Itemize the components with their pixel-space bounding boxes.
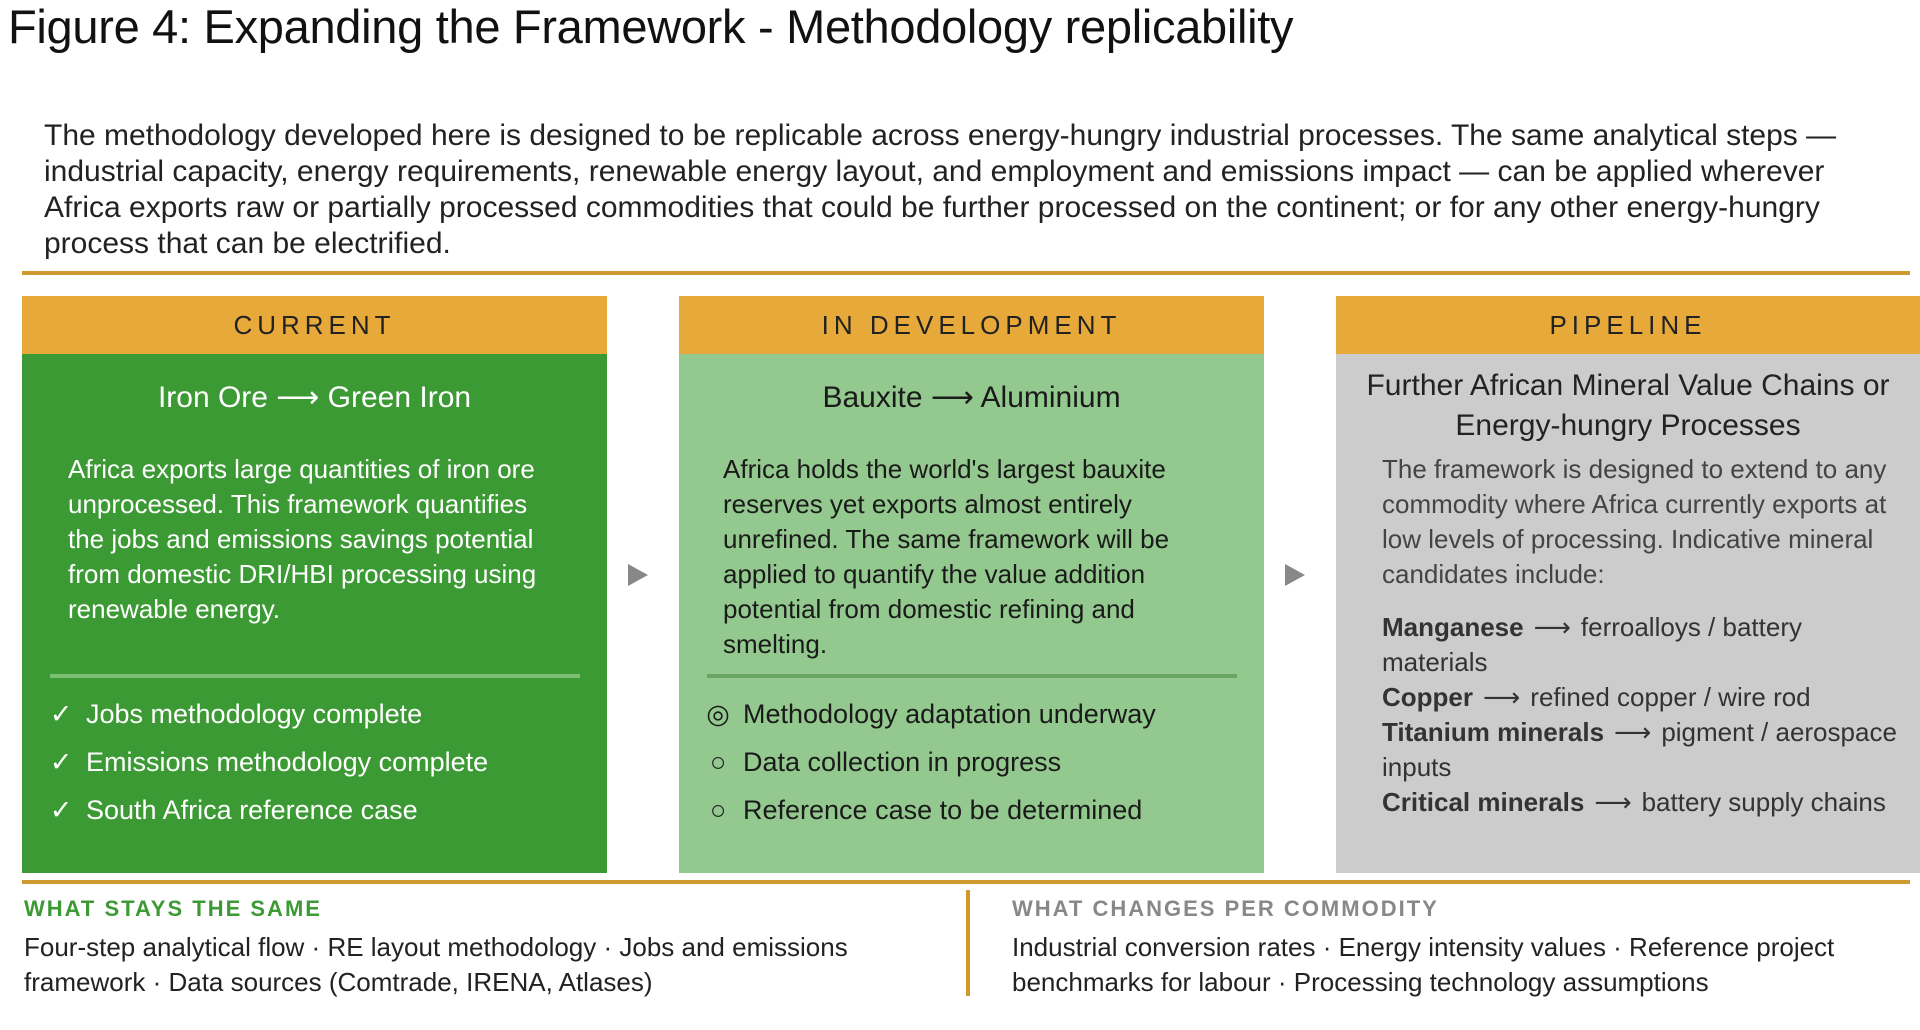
- pending-icon: ○: [709, 795, 727, 825]
- pipeline-header: PIPELINE: [1336, 296, 1920, 354]
- pipeline-title: Further African Mineral Value Chains or Energy-hungry Processes: [1366, 369, 1890, 442]
- footer-divider: [966, 890, 970, 996]
- flow-arrow-icon: [628, 564, 648, 586]
- check-icon: ✓: [49, 795, 73, 825]
- status-item: [703, 745, 1061, 779]
- status-text: Reference case to be determined: [743, 795, 1143, 825]
- mineral-product: refined copper / wire rod: [1530, 682, 1811, 712]
- check-icon: ✓: [49, 747, 73, 777]
- arrow-right-icon: ⟶: [1614, 717, 1652, 747]
- current-divider: [50, 674, 580, 678]
- mineral-item: [1382, 680, 1912, 715]
- check-icon: ✓: [49, 699, 73, 729]
- mineral-item: [1382, 785, 1912, 820]
- mineral-item: [1382, 715, 1912, 785]
- mineral-item: [1382, 610, 1912, 680]
- development-header: IN DEVELOPMENT: [679, 296, 1264, 354]
- status-item: [703, 697, 1156, 731]
- mineral-name: Manganese: [1382, 612, 1524, 642]
- mineral-name: Copper: [1382, 682, 1473, 712]
- status-item: [46, 697, 422, 731]
- status-text: Methodology adaptation underway: [743, 699, 1156, 729]
- mineral-name: Titanium minerals: [1382, 717, 1605, 747]
- top-rule: [22, 271, 1910, 275]
- footer-changes-text: Industrial conversion rates · Energy intensity values · Reference project benchmarks for labour · Processing technology assumptions: [1012, 932, 1835, 997]
- footer-same-text: Four-step analytical flow · RE layout methodology · Jobs and emissions framework · Data sources (Comtrade, IRENA, Atlases): [24, 932, 848, 997]
- status-item: [46, 793, 418, 827]
- arrow-right-icon: ⟶: [1533, 612, 1571, 642]
- current-header: CURRENT: [22, 296, 607, 354]
- status-item: [703, 793, 1142, 827]
- intro-paragraph: The methodology developed here is designed to be replicable across energy-hungry industrial processes. The same analytical steps — industrial capacity, energy requirements, renewable energy layout, and employment and emissions impact — can be applied wherever Africa exports raw or partially processed commodities that could be further processed on the continent; or for any other energy-hungry process that can be electrified.: [44, 119, 1837, 260]
- current-title: Iron Ore ⟶ Green Iron: [157, 381, 472, 414]
- flow-arrow-icon: [1285, 564, 1305, 586]
- mineral-name: Critical minerals: [1382, 787, 1585, 817]
- status-text: Jobs methodology complete: [86, 699, 423, 729]
- development-title: Bauxite ⟶ Aluminium: [822, 381, 1121, 414]
- bottom-rule: [22, 880, 1910, 884]
- mineral-product: ferroalloys / battery materials: [1382, 612, 1802, 677]
- development-description: Africa holds the world's largest bauxite reserves yet exports almost entirely unrefined. The same framework will be applied to quantify the value addition potential from domestic refining and smelting.: [723, 454, 1170, 659]
- pending-icon: ○: [709, 747, 727, 777]
- mineral-product: pigment / aerospace inputs: [1382, 717, 1897, 782]
- footer-same-heading: WHAT STAYS THE SAME: [24, 896, 322, 921]
- development-divider: [707, 674, 1237, 678]
- mineral-product: battery supply chains: [1641, 787, 1886, 817]
- status-text: Data collection in progress: [743, 747, 1062, 777]
- development-panel: [679, 354, 1264, 873]
- status-text: South Africa reference case: [86, 795, 418, 825]
- arrow-right-icon: ⟶: [1483, 682, 1521, 712]
- current-panel: [22, 354, 607, 873]
- status-text: Emissions methodology complete: [86, 747, 489, 777]
- pipeline-panel: [1336, 354, 1920, 873]
- footer-changes-heading: WHAT CHANGES PER COMMODITY: [1012, 896, 1439, 921]
- pipeline-description: The framework is designed to extend to any commodity where Africa currently exports at low levels of processing. Indicative mineral candidates include:: [1382, 454, 1887, 589]
- status-item: [46, 745, 488, 779]
- in-progress-icon: ◎: [706, 699, 730, 729]
- figure-title: Figure 4: Expanding the Framework - Methodology replicability: [8, 0, 1294, 53]
- current-description: Africa exports large quantities of iron ore unprocessed. This framework quantifies the jobs and emissions savings potential from domestic DRI/HBI processing using renewable energy.: [68, 454, 537, 624]
- arrow-right-icon: ⟶: [1594, 787, 1632, 817]
